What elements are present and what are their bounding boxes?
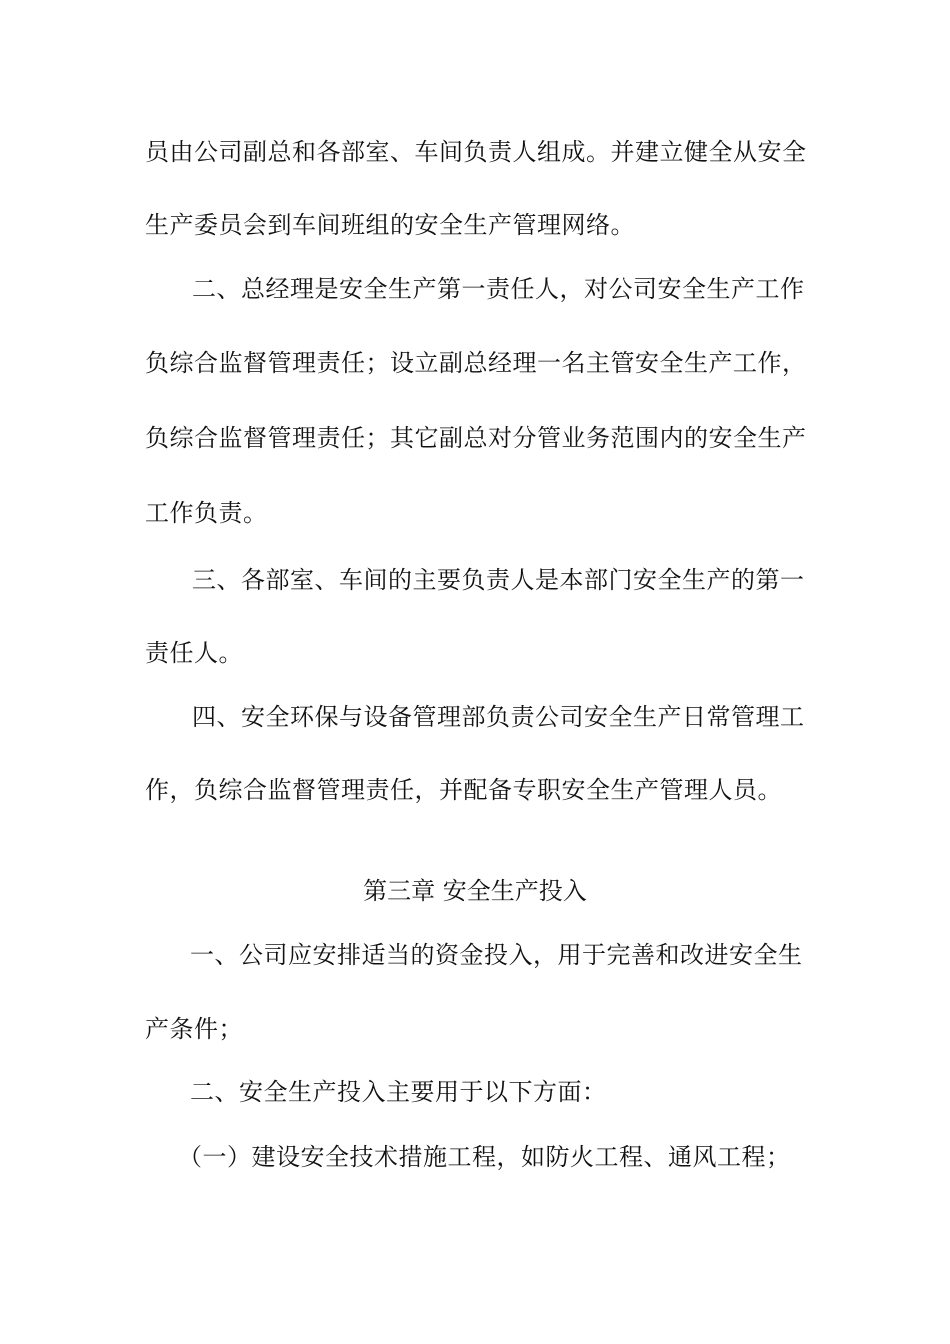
paragraph-line: 责任人。 — [145, 639, 243, 667]
paragraph-line: 员由公司副总和各部室、车间负责人组成。并建立健全从安全 — [145, 138, 807, 166]
paragraph-line: 一、公司应安排适当的资金投入，用于完善和改进安全生 — [190, 941, 803, 969]
paragraph-line: 负综合监督管理责任；设立副总经理一名主管安全生产工作， — [145, 349, 807, 377]
paragraph-line: （一）建设安全技术措施工程，如防火工程、通风工程； — [178, 1143, 791, 1171]
paragraph-line: 二、安全生产投入主要用于以下方面： — [190, 1078, 607, 1106]
paragraph-line: 作，负综合监督管理责任，并配备专职安全生产管理人员。 — [145, 776, 782, 804]
paragraph-line: 负综合监督管理责任；其它副总对分管业务范围内的安全生产 — [145, 424, 807, 452]
paragraph-line: 产条件； — [145, 1015, 243, 1043]
paragraph-line: 三、各部室、车间的主要负责人是本部门安全生产的第一 — [192, 566, 805, 594]
paragraph-line: 工作负责。 — [145, 499, 268, 527]
paragraph-line: 四、安全环保与设备管理部负责公司安全生产日常管理工 — [192, 703, 805, 731]
paragraph-line: 二、总经理是安全生产第一责任人，对公司安全生产工作 — [192, 275, 805, 303]
paragraph-line: 生产委员会到车间班组的安全生产管理网络。 — [145, 211, 635, 239]
chapter-heading: 第三章 安全生产投入 — [363, 877, 587, 905]
